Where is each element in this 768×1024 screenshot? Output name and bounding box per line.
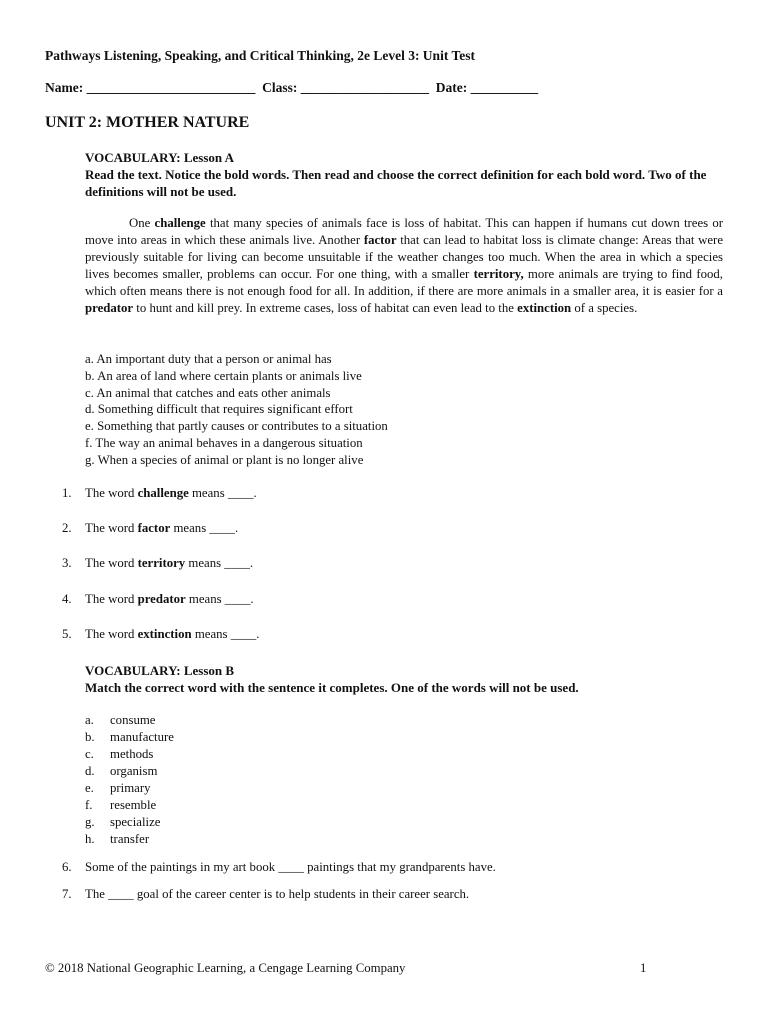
question-blank-text: means ____. [170,521,239,535]
page-number: 1 [640,961,647,975]
option-word: specialize [110,815,161,829]
word-option [85,831,174,848]
question-text: The ____ goal of the career center is to help students in their career search. [85,887,470,901]
question-text: Some of the paintings in my art book ____ paintings that my grandparents have. [85,860,496,874]
option-word: consume [110,713,156,727]
section-vocabulary-lesson-b [85,662,725,696]
section-heading: VOCABULARY: Lesson A [85,150,235,165]
question-item [62,887,469,902]
option-letter: c. [85,747,94,761]
option-word: resemble [110,798,157,812]
word-option [85,712,174,729]
question-bold-word: challenge [137,486,189,500]
question-blank-text: means ____. [185,592,254,606]
document-header-title: Pathways Listening, Speaking, and Critical Thinking, 2e Level 3: Unit Test [45,48,475,63]
passage-text: that many species of animals face is loss of habitat. This can happen if humans cut down trees or move into areas in which these animals live. Another [85,216,723,247]
passage-text: that can lead to habitat loss is climate change: Areas that were previously suitable for living can become unsuitable if the weather changes too much. When the area in which a species lives becomes smaller, problems can occur. For one thing, with a smaller [85,233,723,281]
question-number: 5. [62,627,72,641]
question-number: 6. [62,860,72,874]
question-blank-text: means ____. [185,556,254,570]
bold-vocab-word: predator [85,301,134,315]
option-letter: b. [85,730,95,744]
question-text: The word [85,556,138,570]
definition-item: f. The way an animal behaves in a dangerous situation [85,435,363,450]
passage-text: more animals are trying to find food, which often means there is not enough food for all. In addition, if there are more animals in a smaller area, it is easier for a [85,267,724,298]
option-word: transfer [110,832,150,846]
unit-title: UNIT 2: MOTHER NATURE [45,114,250,131]
bold-vocab-word: challenge [154,216,206,230]
question-blank-text: means ____. [188,486,257,500]
question-number: 2. [62,521,72,535]
word-option [85,797,174,814]
option-word: primary [110,781,151,795]
option-letter: d. [85,764,95,778]
question-number: 1. [62,486,72,500]
question-bold-word: extinction [137,627,192,641]
word-option [85,763,174,780]
question-item [62,592,254,607]
option-word: methods [110,747,154,761]
section-vocabulary-lesson-a [85,149,725,200]
definition-item: c. An animal that catches and eats other animals [85,385,331,400]
question-text: The word [85,521,138,535]
name-class-date-line: Name: _________________________ Class: ___________________ Date: __________ [45,80,539,95]
question-bold-word: predator [137,592,186,606]
question-item [62,556,253,571]
definition-item: d. Something difficult that requires significant effort [85,402,353,417]
section-instructions: Match the correct word with the sentence it completes. One of the words will not be used. [85,680,579,695]
word-option [85,729,174,746]
question-text: The word [85,486,138,500]
question-bold-word: factor [137,521,171,535]
word-options-list [85,712,174,848]
option-word: manufacture [110,730,174,744]
question-item [62,627,260,642]
passage-text: to hunt and kill prey. In extreme cases, loss of habitat can even lead to the [133,301,518,315]
passage-text: of a species. [571,301,638,315]
question-number: 4. [62,592,72,606]
option-letter: e. [85,781,94,795]
word-option [85,780,174,797]
definition-list [85,351,388,469]
question-text: The word [85,627,138,641]
definition-item: b. An area of land where certain plants or animals live [85,368,362,383]
question-item [62,860,496,875]
definition-item: e. Something that partly causes or contributes to a situation [85,419,388,434]
question-number: 3. [62,556,72,570]
word-option [85,746,174,763]
definition-item: g. When a species of animal or plant is no longer alive [85,452,364,467]
option-letter: a. [85,713,94,727]
question-text: The word [85,592,138,606]
question-number: 7. [62,887,72,901]
option-letter: g. [85,815,95,829]
footer-copyright: © 2018 National Geographic Learning, a Cengage Learning Company [45,961,406,975]
bold-vocab-word: factor [363,233,397,247]
bold-vocab-word: extinction [517,301,572,315]
option-letter: f. [85,798,93,812]
bold-vocab-word: territory, [473,267,524,281]
question-blank-text: means ____. [191,627,260,641]
option-letter: h. [85,832,95,846]
definition-item: a. An important duty that a person or animal has [85,352,332,366]
option-word: organism [110,764,158,778]
word-option [85,814,174,831]
section-heading: VOCABULARY: Lesson B [85,663,235,678]
question-item [62,486,257,501]
passage-text: One [129,216,155,230]
question-bold-word: territory [137,556,186,570]
section-instructions: Read the text. Notice the bold words. Then read and choose the correct definition for each bold word. Two of the definitions will not be used. [85,167,707,199]
question-item [62,521,238,536]
reading-passage [85,215,723,317]
